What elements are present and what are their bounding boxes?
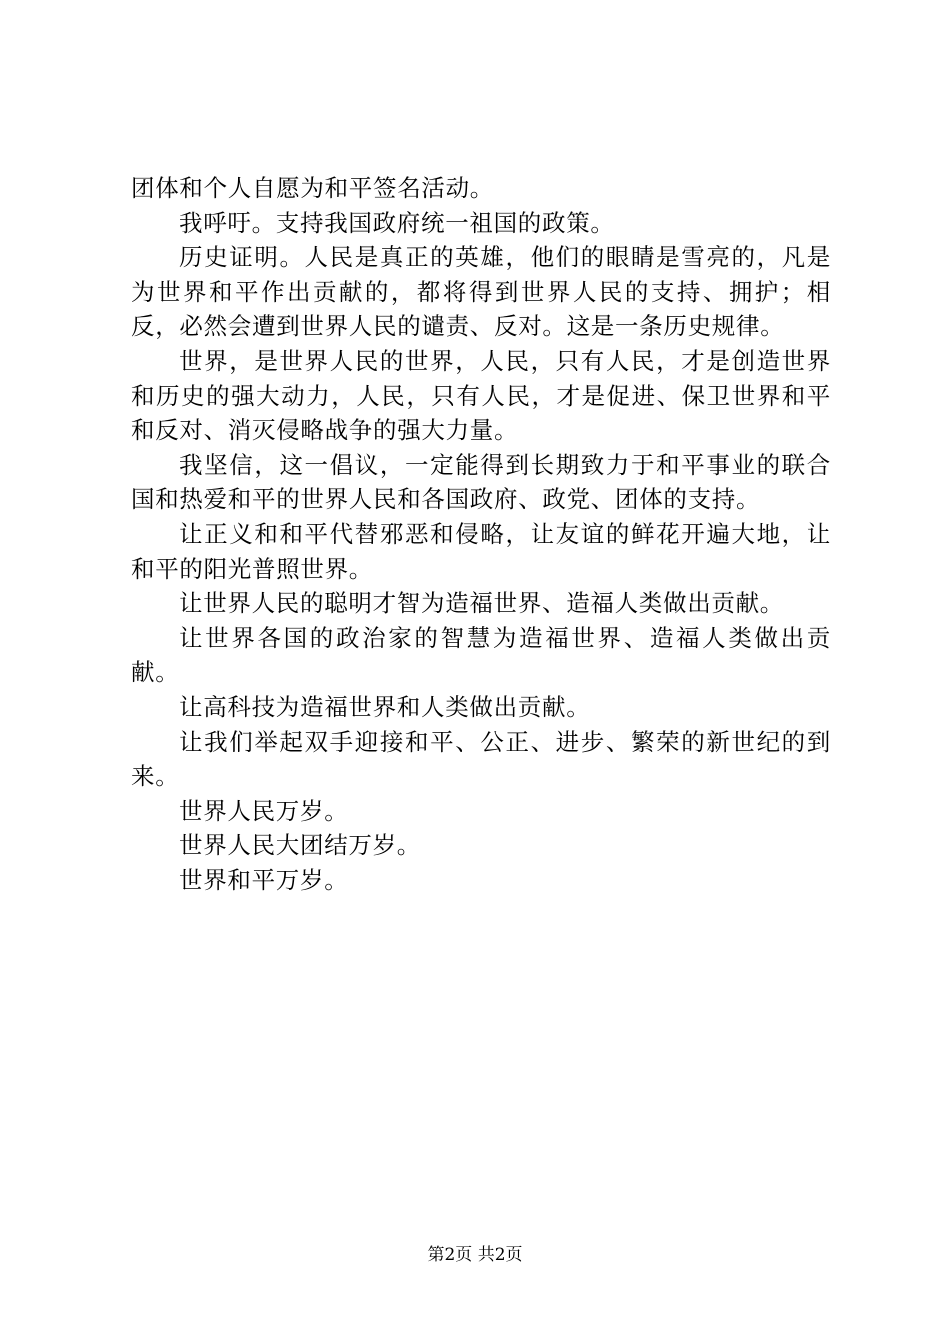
paragraph: 世界和平万岁。 — [179, 865, 349, 894]
paragraph: 让世界各国的政治家的智慧为造福世界、造福人类做出贡献。 — [131, 623, 831, 687]
document-body — [131, 171, 831, 897]
paragraph: 团体和个人自愿为和平签名活动。 — [131, 174, 494, 202]
paragraph: 世界，是世界人民的世界，人民，只有人民，才是创造世界和历史的强大动力，人民，只有人民，才是促进、保卫世界和平和反对、消灭侵略战争的强大力量。 — [131, 346, 831, 445]
paragraph: 让我们举起双手迎接和平、公正、进步、繁荣的新世纪的到来。 — [131, 727, 831, 791]
paragraph: 世界人民万岁。 — [179, 796, 349, 825]
paragraph: 世界人民大团结万岁。 — [179, 831, 421, 860]
paragraph: 我坚信，这一倡议，一定能得到长期致力于和平事业的联合国和热爱和平的世界人民和各国政府、政党、团体的支持。 — [131, 450, 831, 514]
paragraph: 我呼吁。支持我国政府统一祖国的政策。 — [179, 208, 615, 237]
paragraph: 历史证明。人民是真正的英雄，他们的眼睛是雪亮的，凡是为世界和平作出贡献的，都将得到世界人民的支持、拥护；相反，必然会遭到世界人民的谴责、反对。这是一条历史规律。 — [131, 243, 831, 341]
page-number-footer: 第2页 共2页 — [427, 1245, 523, 1265]
paragraph: 让正义和和平代替邪恶和侵略，让友谊的鲜花开遍大地，让和平的阳光普照世界。 — [131, 519, 831, 583]
paragraph: 让世界人民的聪明才智为造福世界、造福人类做出贡献。 — [179, 589, 784, 618]
paragraph: 让高科技为造福世界和人类做出贡献。 — [179, 692, 591, 721]
